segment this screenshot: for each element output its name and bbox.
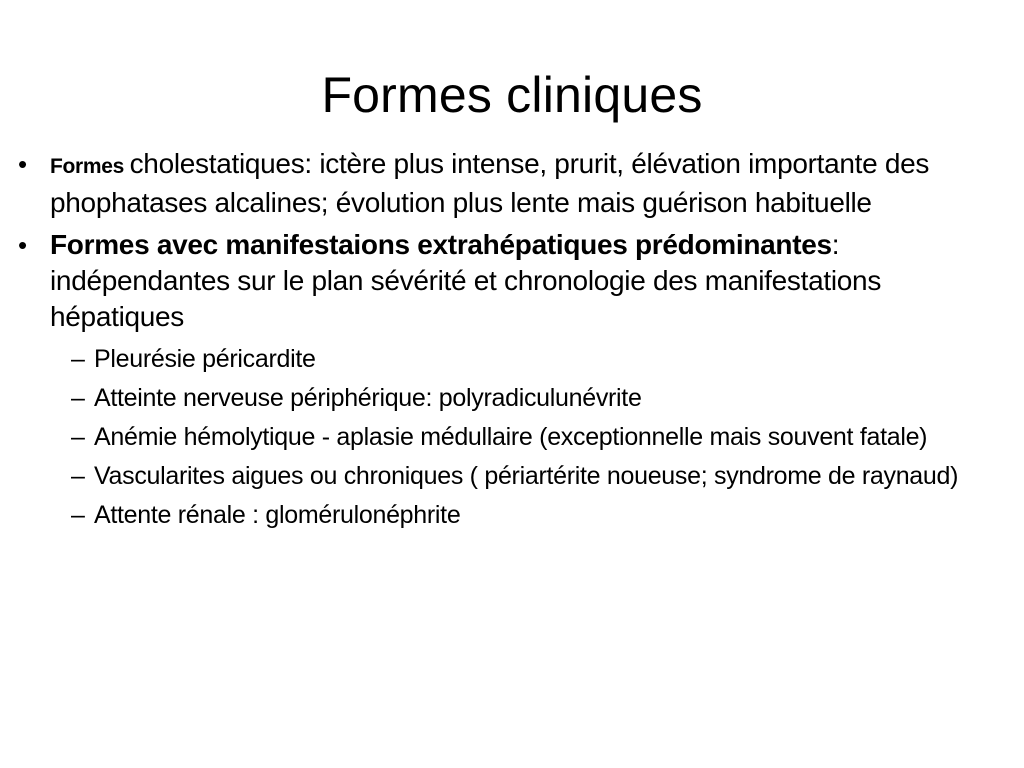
- sub-bullet-text: Pleurésie péricardite: [94, 345, 316, 373]
- bullet-text: : indépendantes sur le plan sévérité et chronologie des manifestations hépatiques: [50, 229, 882, 332]
- slide-title: Formes cliniques: [321, 67, 703, 123]
- bullet-lead-small: Formes: [50, 155, 130, 178]
- bullet-cholestatic-forms: [16, 146, 1016, 221]
- dash-marker: –: [71, 384, 85, 412]
- sub-bullet-list: [16, 343, 1016, 531]
- sub-bullet-item: [16, 421, 1016, 453]
- dash-marker: –: [71, 462, 85, 490]
- bullet-extrahepatic-forms: [16, 227, 1016, 335]
- sub-bullet-item: [16, 499, 1016, 531]
- bullet-lead-bold: cholestatiques: [129, 148, 305, 179]
- bullet-lead-bold: Formes avec manifestaions extrahépatiques prédominantes: [50, 229, 832, 260]
- sub-bullet-item: [16, 343, 1016, 375]
- dash-marker: –: [71, 423, 85, 451]
- sub-bullet-text: Atteinte nerveuse périphérique: polyradiculunévrite: [94, 384, 642, 412]
- bullet-marker: •: [18, 230, 27, 260]
- sub-bullet-item: [16, 382, 1016, 414]
- slide-content: [16, 146, 1016, 538]
- dash-marker: –: [71, 501, 85, 529]
- sub-bullet-text: Anémie hémolytique - aplasie médullaire (exceptionnelle mais souvent fatale): [94, 423, 928, 451]
- bullet-marker: •: [18, 149, 27, 179]
- sub-bullet-text: Attente rénale : glomérulonéphrite: [94, 501, 461, 529]
- dash-marker: –: [71, 345, 85, 373]
- sub-bullet-text: Vascularites aigues ou chroniques ( périartérite noueuse; syndrome de raynaud): [94, 462, 959, 490]
- sub-bullet-item: [16, 460, 1016, 492]
- bullet-text: : ictère plus intense, prurit, élévation importante des phophatases alcalines; évolution plus lente mais guérison habituelle: [50, 148, 930, 218]
